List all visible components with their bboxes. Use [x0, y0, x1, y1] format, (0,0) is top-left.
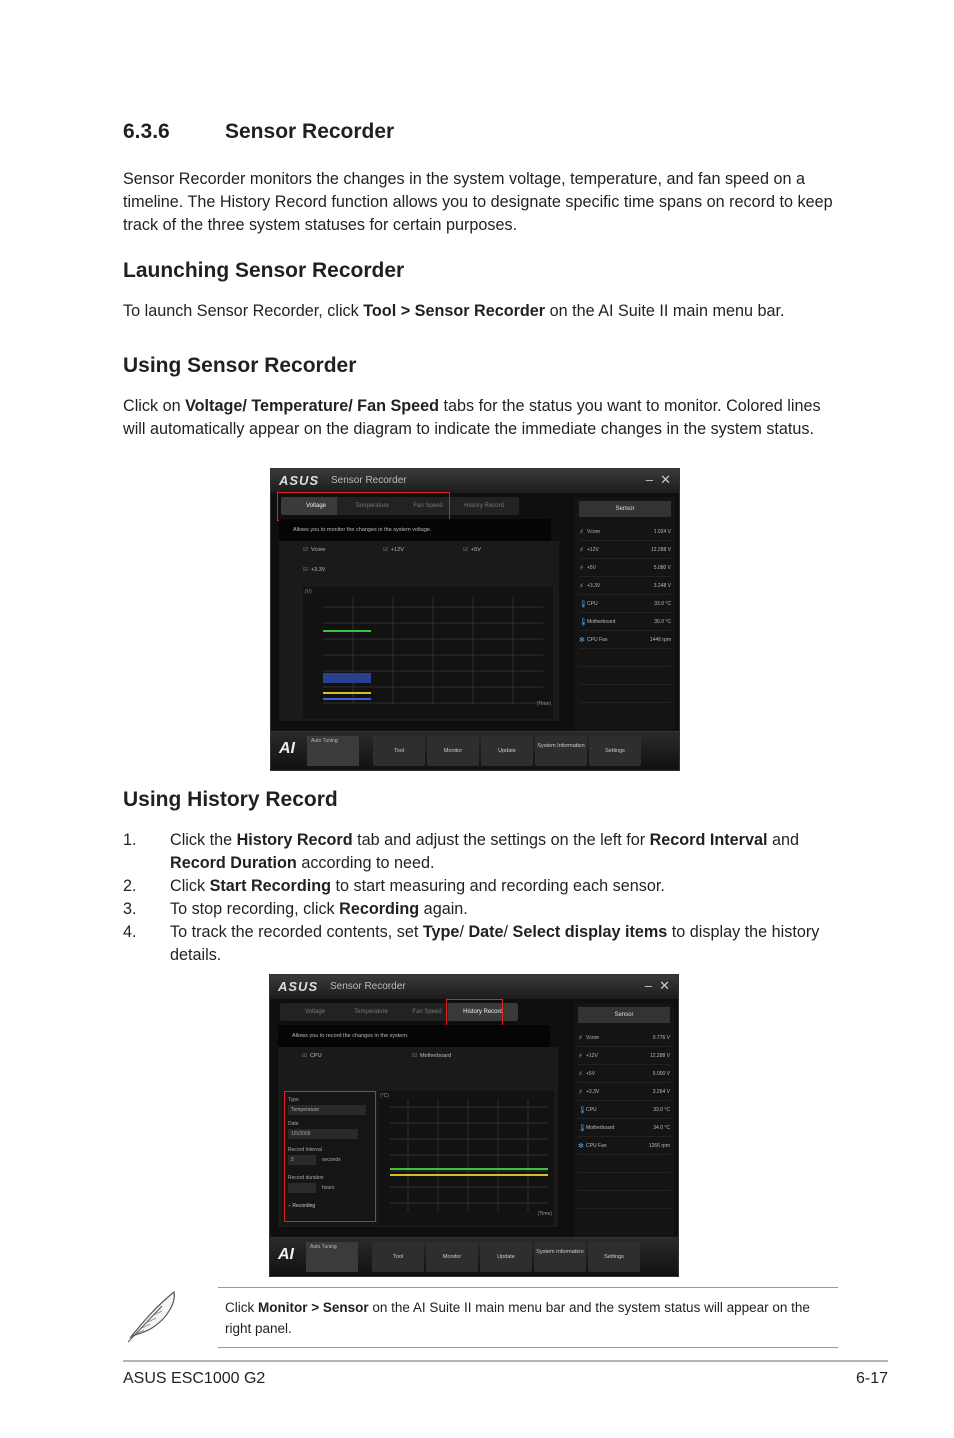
sensor-row: 🌡 Motherboard 34.0 °C — [578, 1119, 670, 1137]
checkbox-icon: ☑ — [303, 567, 308, 573]
tab-history-record[interactable]: History Record — [449, 497, 519, 515]
voltage-icon: ⚡ — [578, 1070, 583, 1078]
checkbox-icon: ☑ — [303, 547, 308, 553]
sensor-panel — [574, 1003, 674, 1244]
chart-unit: (°C) — [380, 1093, 389, 1099]
duration-unit: hours — [322, 1185, 335, 1191]
sensor-row: 🌡 CPU 33.0 °C — [578, 1101, 670, 1119]
ai-suite-logo: AI — [279, 740, 295, 757]
chart-graphic — [378, 1091, 554, 1225]
fan-icon: ✻ — [579, 636, 585, 644]
launching-paragraph — [123, 300, 843, 323]
using-paragraph — [123, 395, 843, 441]
check-vcore[interactable]: ☑ Vcore — [303, 547, 326, 553]
menu-monitor[interactable]: Monitor — [427, 736, 479, 766]
checkbox-icon: ☑ — [463, 547, 468, 553]
check-cpu[interactable]: ☑ CPU — [302, 1053, 322, 1059]
interval-input[interactable]: 5 — [288, 1155, 316, 1165]
menu-tool[interactable]: Tool — [373, 736, 425, 766]
sensor-row: 🌡 CPU 33.0 °C — [579, 595, 671, 613]
close-button[interactable]: ✕ — [660, 472, 671, 487]
sensor-row: ✻ CPU Fan 1266 rpm — [578, 1137, 670, 1155]
menu-settings[interactable]: Settings — [589, 736, 641, 766]
footer-product: ASUS ESC1000 G2 — [123, 1370, 266, 1387]
voltage-icon: ⚡ — [578, 1052, 583, 1060]
voltage-icon: ⚡ — [579, 528, 584, 536]
fan-icon: ✻ — [578, 1142, 584, 1150]
main-menu-bar — [271, 731, 679, 770]
using-text-2: tabs for the status you want to monitor. Colored lines will automatically appear on the diagram to indicate the immediate changes in the system status. — [123, 397, 821, 438]
auto-tuning-button[interactable]: Auto Tuning — [307, 736, 359, 766]
section-heading — [123, 120, 394, 144]
minimize-button[interactable]: – — [645, 472, 653, 487]
tab-bar — [278, 1003, 568, 1021]
footer-rule — [123, 1360, 888, 1362]
section-title: Sensor Recorder — [225, 120, 395, 143]
sensor-row: ⚡ +5V 5.000 V — [578, 1065, 670, 1083]
history-chart — [378, 1091, 554, 1225]
recording-button[interactable]: ● Recording — [288, 1203, 316, 1209]
sensor-row: ⚡ +3.3V 3.248 V — [579, 577, 671, 595]
menu-update[interactable]: Update — [480, 1242, 532, 1272]
description-bar: Allows you to monitor the changes in the system voltage. — [279, 519, 551, 541]
tab-fan-speed[interactable]: Fan Speed — [393, 497, 463, 515]
menu-tool[interactable]: Tool — [372, 1242, 424, 1272]
date-select[interactable]: 1/5/2009 — [288, 1129, 358, 1139]
list-item: 4. To track the recorded contents, set Type/ Date/ Select display items to display the history details. — [123, 923, 820, 964]
sensor-panel-header: Sensor — [579, 501, 671, 517]
check-12v[interactable]: ☑ +12V — [383, 547, 404, 553]
tab-fan-speed[interactable]: Fan Speed — [392, 1003, 462, 1021]
minimize-button[interactable]: – — [644, 978, 652, 993]
sensor-row-empty — [579, 685, 671, 703]
sensor-row: ⚡ +12V 12.288 V — [578, 1047, 670, 1065]
sensor-row: ⚡ +12V 12.288 V — [579, 541, 671, 559]
description-bar: Allows you to record the changes in the system. — [278, 1025, 550, 1047]
record-dot-icon: ● — [288, 1203, 292, 1209]
window-title: Sensor Recorder — [330, 981, 406, 992]
using-heading: Using Sensor Recorder — [123, 354, 357, 377]
check-motherboard[interactable]: ☑ Motherboard — [412, 1053, 452, 1059]
highlight-box — [277, 492, 450, 521]
intro-paragraph: Sensor Recorder monitors the changes in the system voltage, temperature, and fan speed on a timeline. The History Record function allows you to designate specific time spans on record to keep track of the three system statuses for certain purposes. — [123, 170, 833, 234]
window-titlebar — [271, 469, 679, 493]
history-panel — [278, 1047, 558, 1227]
chart-time-label: (Time) — [536, 701, 551, 707]
sensor-row-empty — [578, 1155, 670, 1173]
checkbox-icon: ☑ — [302, 1053, 307, 1059]
thermometer-icon: 🌡 — [579, 618, 588, 626]
tab-voltage[interactable]: Voltage — [281, 497, 351, 515]
sensor-row-empty — [579, 667, 671, 685]
highlight-box-settings — [284, 1091, 376, 1222]
type-select[interactable]: Temperature — [288, 1105, 366, 1115]
asus-logo: ASUS — [279, 473, 320, 488]
check-3-3v[interactable]: ☑ +3.3V — [303, 567, 326, 573]
thermometer-icon: 🌡 — [578, 1106, 587, 1114]
launching-heading: Launching Sensor Recorder — [123, 259, 405, 282]
sensor-row: 🌡 Motherboard 35.0 °C — [579, 613, 671, 631]
sensor-recorder-screenshot-history — [269, 974, 679, 1277]
history-heading: Using History Record — [123, 788, 338, 811]
interval-label: Record Interval — [288, 1147, 322, 1153]
chart-graphic — [303, 587, 553, 719]
sensor-row: ⚡ +5V 5.080 V — [579, 559, 671, 577]
section-number: 6.3.6 — [123, 120, 170, 143]
tab-voltage[interactable]: Voltage — [280, 1003, 350, 1021]
voltage-chart — [303, 587, 553, 719]
tab-temperature[interactable]: Temperature — [337, 497, 407, 515]
voltage-icon: ⚡ — [579, 564, 584, 572]
type-label: Type — [288, 1097, 299, 1103]
menu-monitor[interactable]: Monitor — [426, 1242, 478, 1272]
chart-time-label: (Time) — [537, 1211, 552, 1217]
note-menu-path: Monitor > Sensor — [258, 1300, 369, 1315]
sensor-recorder-screenshot-voltage — [270, 468, 680, 771]
sensor-row: ⚡ Vcore 1.024 V — [579, 523, 671, 541]
sensor-row: ✻ CPU Fan 1446 rpm — [579, 631, 671, 649]
tab-history-record[interactable]: History Record — [448, 1003, 518, 1021]
sensor-row: ⚡ +3.3V 3.264 V — [578, 1083, 670, 1101]
duration-label: Record duration — [288, 1175, 324, 1181]
note-feather-icon — [122, 1288, 182, 1344]
sensor-panel-header: Sensor — [578, 1007, 670, 1023]
ai-suite-logo: AI — [278, 1246, 294, 1263]
sensor-panel — [575, 497, 675, 738]
note-bottom-rule — [218, 1347, 838, 1348]
launching-text-2: on the AI Suite II main menu bar. — [545, 302, 785, 320]
interval-unit: seconds — [322, 1157, 341, 1163]
sensor-row: ⚡ Vcore 0.776 V — [578, 1029, 670, 1047]
note-top-rule — [218, 1287, 838, 1288]
thermometer-icon: 🌡 — [579, 600, 588, 608]
window-titlebar — [270, 975, 678, 999]
launching-menu-path: Tool > Sensor Recorder — [363, 302, 546, 320]
using-text-1: Click on — [123, 397, 186, 415]
window-title: Sensor Recorder — [331, 475, 407, 486]
using-tabs-names: Voltage/ Temperature/ Fan Speed — [185, 397, 440, 415]
note-text: Click Monitor > Sensor on the AI Suite II main menu bar and the system status will appear on the right panel. — [225, 1300, 810, 1336]
sensor-row-empty — [578, 1173, 670, 1191]
launching-text-1: To launch Sensor Recorder, click — [123, 302, 364, 320]
menu-system-information[interactable]: System Information — [534, 1242, 586, 1272]
voltage-icon: ⚡ — [579, 582, 584, 590]
line-5v — [323, 673, 371, 683]
thermometer-icon: 🌡 — [578, 1124, 587, 1132]
auto-tuning-button[interactable]: Auto Tuning — [306, 1242, 358, 1272]
sensor-row-empty — [579, 649, 671, 667]
close-button[interactable]: ✕ — [659, 978, 670, 993]
highlight-box-tab — [446, 999, 503, 1028]
checkbox-icon: ☑ — [383, 547, 388, 553]
voltage-icon: ⚡ — [578, 1034, 583, 1042]
tab-temperature[interactable]: Temperature — [336, 1003, 406, 1021]
menu-system-information[interactable]: System Information — [535, 736, 587, 766]
date-label: Date — [288, 1121, 299, 1127]
main-menu-bar — [270, 1237, 678, 1276]
list-item: 1. Click the History Record tab and adjust the settings on the left for Record Interval and Record Duration according to need. — [123, 831, 799, 872]
monitor-panel — [279, 541, 559, 721]
list-item: 2. Click Start Recording to start measuring and recording each sensor. — [123, 877, 665, 895]
sensor-row-empty — [578, 1191, 670, 1209]
voltage-icon: ⚡ — [578, 1088, 583, 1096]
chart-unit: (V) — [305, 589, 312, 595]
footer-page-number: 6-17 — [855, 1370, 888, 1387]
history-steps — [123, 829, 843, 967]
checkbox-icon: ☑ — [412, 1053, 417, 1059]
list-item: 3. To stop recording, click Recording again. — [123, 900, 468, 918]
check-5v[interactable]: ☑ +5V — [463, 547, 481, 553]
menu-settings[interactable]: Settings — [588, 1242, 640, 1272]
menu-update[interactable]: Update — [481, 736, 533, 766]
voltage-icon: ⚡ — [579, 546, 584, 554]
asus-logo: ASUS — [278, 979, 319, 994]
